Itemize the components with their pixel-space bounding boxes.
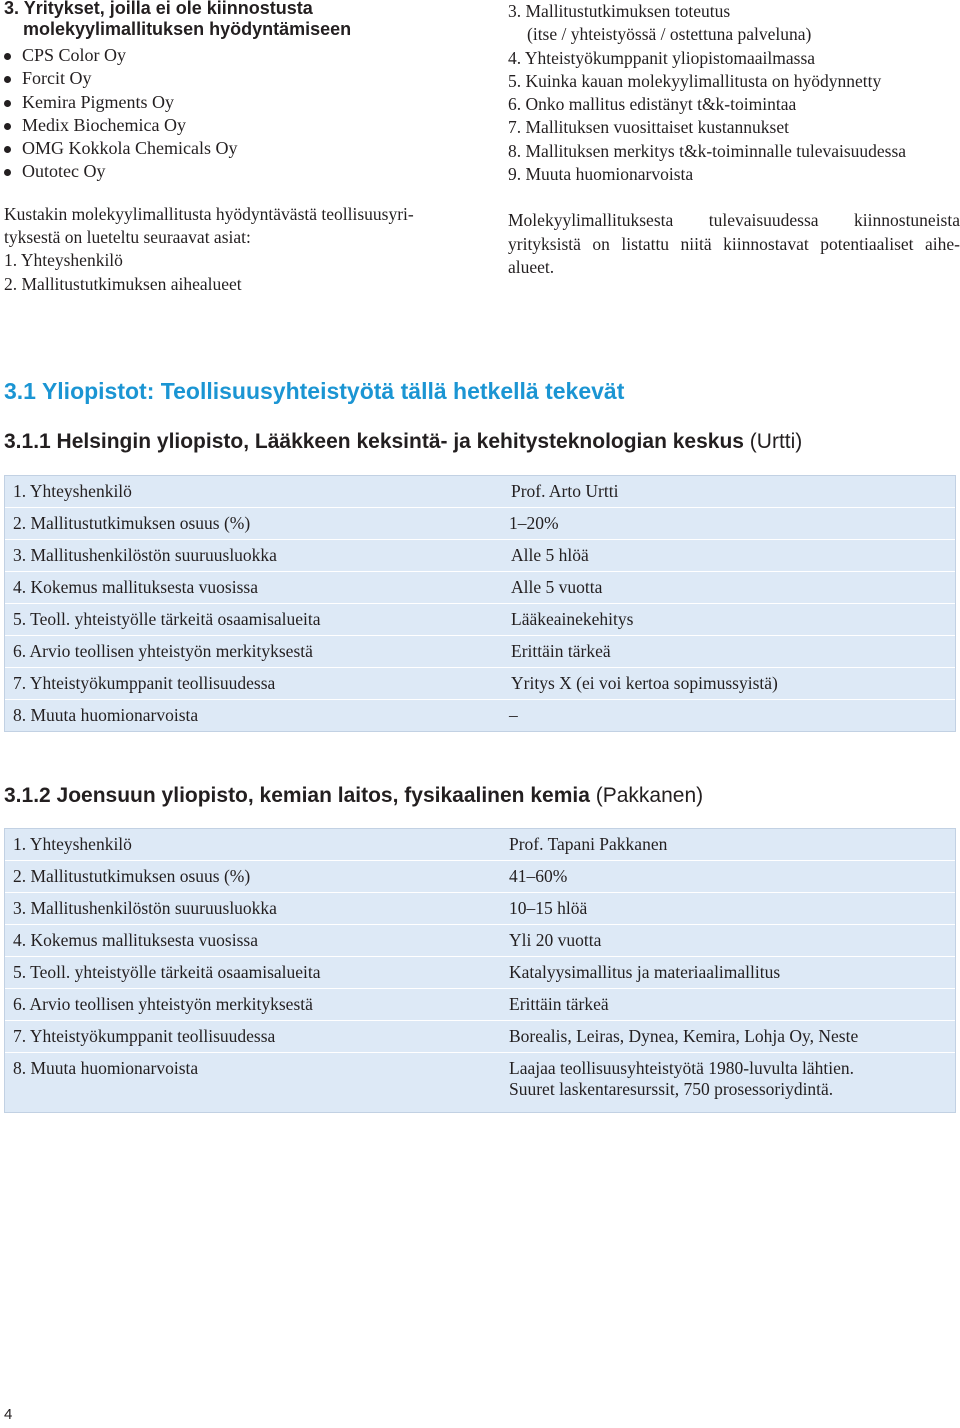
table-row: 6. Arvio teollisen yhteistyön merkityksestä Erittäin tärkeä — [5, 989, 955, 1021]
table-row: 1. Yhteyshenkilö Prof. Arto Urtti — [5, 476, 955, 508]
table-row: 8. Muuta huomionarvoista – — [5, 700, 955, 731]
list-item: 9. Muuta huomionarvoista — [508, 164, 694, 185]
intro-paragraph: Kustakin molekyylimallitusta hyödyntävästä teollisuusyri- tyksestä on lueteltu seuraavat asiat: — [4, 203, 414, 248]
list-item: 5. Kuinka kauan molekyylimallitusta on hyödynnetty — [508, 70, 882, 91]
criteria-list-right — [508, 0, 960, 186]
list-item: Outotec Oy — [4, 160, 474, 183]
company-list — [4, 44, 474, 184]
joensuu-info-table — [4, 828, 956, 1113]
table-row: 7. Yhteistyökumppanit teollisuudessa Yritys X (ei voi kertoa sopimussyistä) — [5, 668, 955, 700]
table-row: 4. Kokemus mallituksesta vuosissa Yli 20 vuotta — [5, 925, 955, 957]
table-row: 6. Arvio teollisen yhteistyön merkityksestä Erittäin tärkeä — [5, 636, 955, 668]
list-item: Forcit Oy — [4, 67, 474, 90]
list-item: Kemira Pigments Oy — [4, 91, 474, 114]
closing-paragraph: Molekyylimallituksesta tulevaisuudessa kiinnostuneista yrityksistä on listattu niitä kiinnostavat potentiaaliset aihe- alueet. — [508, 210, 960, 277]
helsinki-info-table — [4, 475, 956, 732]
list-item: 2. Mallitustutkimuksen aihealueet — [4, 273, 242, 294]
list-item: 1. Yhteyshenkilö — [4, 250, 123, 271]
table-row: 7. Yhteistyökumppanit teollisuudessa Borealis, Leiras, Dynea, Kemira, Lohja Oy, Neste — [5, 1021, 955, 1053]
bullet-icon — [4, 123, 11, 130]
criteria-list-left — [4, 249, 474, 296]
right-column — [508, 0, 960, 279]
table-row: 1. Yhteyshenkilö Prof. Tapani Pakkanen — [5, 829, 955, 861]
list-item: 8. Mallituksen merkitys t&k-toiminnalle tulevaisuudessa — [508, 140, 907, 161]
section-3-1-1-heading: 3.1.1 Helsingin yliopisto, Lääkkeen keksintä- ja kehitysteknologian keskus (Urtti) — [4, 430, 803, 453]
bullet-icon — [4, 53, 11, 60]
list-item: CPS Color Oy — [4, 44, 474, 67]
bullet-icon — [4, 76, 11, 83]
table-row: 5. Teoll. yhteistyölle tärkeitä osaamisalueita Lääkeainekehitys — [5, 604, 955, 636]
section-3-title: 3. Yritykset, joilla ei ole kiinnostusta molekyylimallituksen hyödyntämiseen — [4, 0, 352, 39]
bullet-icon — [4, 100, 11, 107]
page-number: 4 — [4, 1406, 13, 1423]
table-row: 3. Mallitushenkilöstön suuruusluokka Alle 5 hlöä — [5, 540, 955, 572]
list-item: 4. Yhteistyökumppanit yliopistomaailmassa — [508, 47, 816, 68]
left-column — [4, 0, 474, 296]
list-item: Medix Biochemica Oy — [4, 114, 474, 137]
list-item: 7. Mallituksen vuosittaiset kustannukset — [508, 117, 789, 138]
section-3-1-2-heading: 3.1.2 Joensuun yliopisto, kemian laitos, fysikaalinen kemia (Pakkanen) — [4, 784, 704, 807]
table-row: 3. Mallitushenkilöstön suuruusluokka 10–15 hlöä — [5, 893, 955, 925]
table-row: 8. Muuta huomionarvoista Laajaa teollisuusyhteistyötä 1980-luvulta lähtien. Suuret laskentaresurssit, 750 prosessoriydintä. — [5, 1053, 955, 1112]
bullet-icon — [4, 169, 11, 176]
bullet-icon — [4, 146, 11, 153]
section-3-1-heading: 3.1 Yliopistot: Teollisuusyhteistyötä tällä hetkellä tekevät — [4, 378, 625, 404]
list-item: 3. Mallitustutkimuksen toteutus (itse / yhteistyössä / ostettuna palveluna) — [508, 1, 812, 45]
table-row: 4. Kokemus mallituksesta vuosissa Alle 5 vuotta — [5, 572, 955, 604]
table-row: 5. Teoll. yhteistyölle tärkeitä osaamisalueita Katalyysimallitus ja materiaalimallitus — [5, 957, 955, 989]
list-item: 6. Onko mallitus edistänyt t&k-toimintaa — [508, 94, 797, 115]
table-row: 2. Mallitustutkimuksen osuus (%) 41–60% — [5, 861, 955, 893]
table-row: 2. Mallitustutkimuksen osuus (%) 1–20% — [5, 508, 955, 540]
list-item: OMG Kokkola Chemicals Oy — [4, 137, 474, 160]
